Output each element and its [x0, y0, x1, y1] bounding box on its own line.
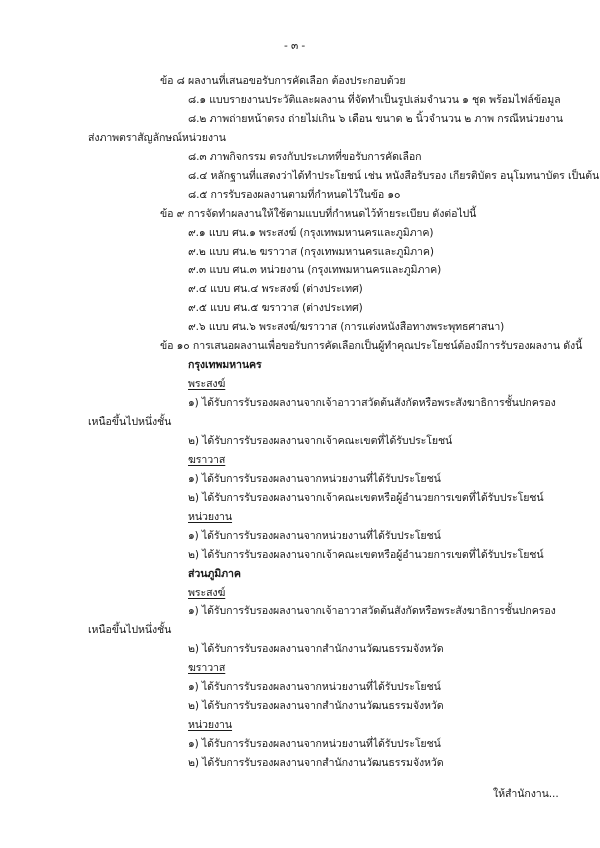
regional-monk-item: ๑) ได้รับการรับรองผลงานจากเจ้าอาวาสวัดต้นสังกัดหรือพระสังฆาธิการชั้นปกครอง — [188, 605, 556, 617]
regional-layman-item: ๒) ได้รับการรับรองผลงานจากสำนักงานวัฒนธรรมจังหวัด — [188, 700, 444, 712]
bangkok-layman-label: ฆราวาส — [188, 454, 226, 466]
clause-10-heading: ข้อ ๑๐ การเสนอผลงานเพื่อขอรับการคัดเลือกเป็นผู้ทำคุณประโยชน์ต้องมีการรับรองผลงาน ดังนี้ — [160, 340, 583, 352]
section-regional-title: ส่วนภูมิภาค — [188, 568, 241, 580]
bangkok-layman-item: ๑) ได้รับการรับรองผลงานจากหน่วยงานที่ได้รับประโยชน์ — [188, 473, 441, 485]
clause-9-item: ๙.๒ แบบ ศน.๒ ฆราวาส (กรุงเทพมหานครและภูมิภาค) — [188, 246, 434, 258]
regional-agency-item: ๑) ได้รับการรับรองผลงานจากหน่วยงานที่ได้รับประโยชน์ — [188, 738, 441, 750]
clause-9-item: ๙.๔ แบบ ศน.๔ พระสงฆ์ (ต่างประเทศ) — [188, 283, 363, 295]
regional-monk-item: ๒) ได้รับการรับรองผลงานจากสำนักงานวัฒนธรรมจังหวัด — [188, 643, 444, 655]
clause-8-heading: ข้อ ๘ ผลงานที่เสนอขอรับการคัดเลือก ต้องประกอบด้วย — [160, 75, 406, 87]
clause-9-heading: ข้อ ๙ การจัดทำผลงานให้ใช้ตามแบบที่กำหนดไว้ท้ายระเบียบ ดังต่อไปนี้ — [160, 208, 477, 220]
clause-8-item: ๘.๓ ภาพกิจกรรม ตรงกับประเภทที่ขอรับการคัดเลือก — [188, 151, 422, 163]
bangkok-agency-item: ๒) ได้รับการรับรองผลงานจากเจ้าคณะเขตหรือผู้อำนวยการเขตที่ได้รับประโยชน์ — [188, 549, 544, 561]
bangkok-agency-item: ๑) ได้รับการรับรองผลงานจากหน่วยงานที่ได้รับประโยชน์ — [188, 530, 441, 542]
bangkok-monk-item: ๒) ได้รับการรับรองผลงานจากเจ้าคณะเขตที่ได้รับประโยชน์ — [188, 435, 453, 447]
regional-layman-label: ฆราวาส — [188, 662, 226, 674]
footer-catchword: ให้สำนักงาน... — [493, 788, 559, 800]
page-number: - ๓ - — [284, 40, 306, 52]
clause-9-item: ๙.๕ แบบ ศน.๕ ฆราวาส (ต่างประเทศ) — [188, 302, 363, 314]
clause-8-item: ๘.๔ หลักฐานที่แสดงว่าได้ทำประโยชน์ เช่น หนังสือรับรอง เกียรติบัตร อนุโมทนาบัตร เป็นต้น — [188, 170, 600, 182]
regional-monk-item-continuation: เหนือขึ้นไปหนึ่งชั้น — [88, 624, 172, 636]
clause-9-item: ๙.๓ แบบ ศน.๓ หน่วยงาน (กรุงเทพมหานครและภูมิภาค) — [188, 264, 442, 276]
clause-9-item: ๙.๑ แบบ ศน.๑ พระสงฆ์ (กรุงเทพมหานครและภูมิภาค) — [188, 227, 434, 239]
section-bangkok-title: กรุงเทพมหานคร — [188, 359, 262, 371]
bangkok-layman-item: ๒) ได้รับการรับรองผลงานจากเจ้าคณะเขตหรือผู้อำนวยการเขตที่ได้รับประโยชน์ — [188, 492, 544, 504]
bangkok-monk-item-continuation: เหนือขึ้นไปหนึ่งชั้น — [88, 416, 172, 428]
clause-9-item: ๙.๖ แบบ ศน.๖ พระสงฆ์/ฆราวาส (การแต่งหนังสือทางพระพุทธศาสนา) — [188, 321, 505, 333]
clause-8-item: ๘.๕ การรับรองผลงานตามที่กำหนดไว้ในข้อ ๑๐ — [188, 189, 401, 201]
bangkok-monk-label: พระสงฆ์ — [188, 378, 226, 390]
regional-agency-item: ๒) ได้รับการรับรองผลงานจากสำนักงานวัฒนธรรมจังหวัด — [188, 757, 444, 769]
regional-monk-label: พระสงฆ์ — [188, 587, 226, 599]
bangkok-agency-label: หน่วยงาน — [188, 511, 233, 523]
regional-agency-label: หน่วยงาน — [188, 719, 233, 731]
regional-layman-item: ๑) ได้รับการรับรองผลงานจากหน่วยงานที่ได้รับประโยชน์ — [188, 681, 441, 693]
clause-8-item: ๘.๒ ภาพถ่ายหน้าตรง ถ่ายไม่เกิน ๖ เดือน ขนาด ๒ นิ้วจำนวน ๒ ภาพ กรณีหน่วยงาน — [188, 113, 563, 125]
bangkok-monk-item: ๑) ได้รับการรับรองผลงานจากเจ้าอาวาสวัดต้นสังกัดหรือพระสังฆาธิการชั้นปกครอง — [188, 397, 556, 409]
clause-8-item-continuation: ส่งภาพตราสัญลักษณ์หน่วยงาน — [88, 132, 226, 144]
clause-8-item: ๘.๑ แบบรายงานประวัติและผลงาน ที่จัดทำเป็นรูปเล่มจำนวน ๑ ชุด พร้อมไฟล์ข้อมูล — [188, 94, 561, 106]
